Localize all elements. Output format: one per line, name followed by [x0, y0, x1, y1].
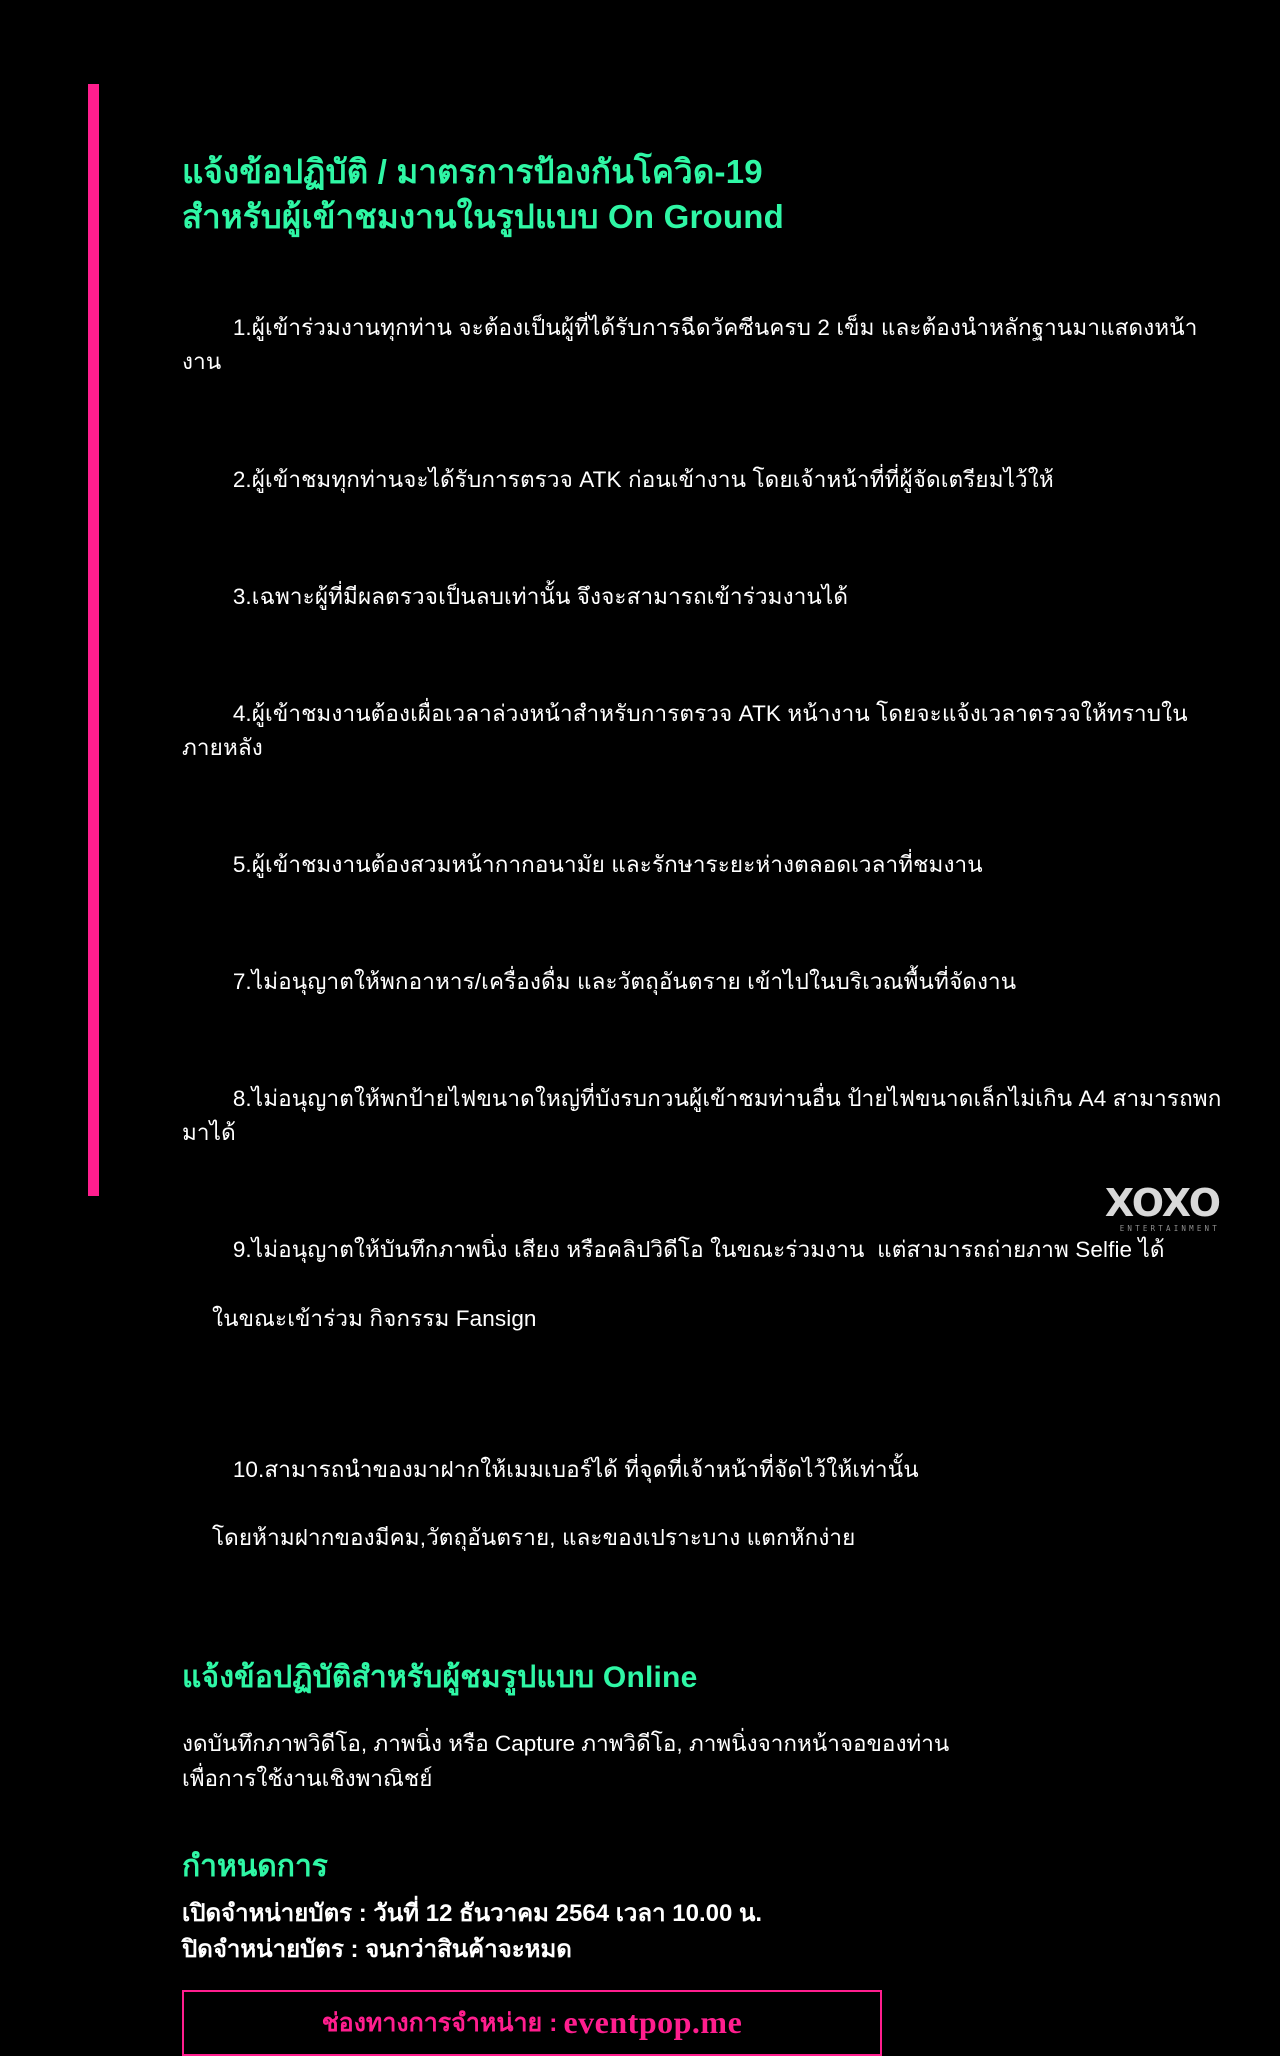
- rule-text: 2.ผู้เข้าชมทุกท่านจะได้รับการตรวจ ATK ก่อนเข้างาน โดยเจ้าหน้าที่ที่ผู้จัดเตรียมไว้ให้: [232, 466, 1054, 492]
- rule-continuation: ในขณะเข้าร่วม กิจกรรม Fansign: [212, 1305, 537, 1331]
- rules-list: [182, 277, 1222, 1624]
- rule-text: 9.ไม่อนุญาตให้บันทึกภาพนิ่ง เสียง หรือคลิปวิดีโอ ในขณะร่วมงาน แต่สามารถถ่ายภาพ Selfie ได้: [232, 1237, 1165, 1263]
- rule-text: 3.เฉพาะผู้ที่มีผลตรวจเป็นลบเท่านั้น จึงจะสามารถเข้าร่วมงานได้: [232, 583, 849, 609]
- list-item: [182, 1199, 1222, 1404]
- schedule-open-line: เปิดจำหน่ายบัตร : วันที่ 12 ธันวาคม 2564 เวลา 10.00 น.: [182, 1899, 763, 1927]
- list-item: [182, 545, 1222, 648]
- rule-text: 4.ผู้เข้าชมงานต้องเผื่อเวลาล่วงหน้าสำหรับการตรวจ ATK หน้างาน โดยจะแจ้งเวลาตรวจให้ทราบในภายหลัง: [182, 700, 1188, 760]
- rule-text: 1.ผู้เข้าร่วมงานทุกท่าน จะต้องเป็นผู้ที่ได้รับการฉีดวัคซีนครบ 2 เข็ม และต้องนำหลักฐานมาแสดงหน้างาน: [182, 315, 1198, 375]
- left-accent-bar: [88, 84, 99, 1196]
- content-column: [182, 150, 1222, 2056]
- rule-text: 10.สามารถนำของมาฝากให้เมมเบอร์ได้ ที่จุดที่เจ้าหน้าที่จัดไว้ให้เท่านั้น: [232, 1456, 919, 1482]
- list-item: [182, 814, 1222, 917]
- list-item: [182, 428, 1222, 531]
- brand-logo: [1104, 1180, 1220, 1233]
- online-section-title: แจ้งข้อปฏิบัติสำหรับผู้ชมรูปแบบ Online: [182, 1660, 698, 1694]
- rule-text: 7.ไม่อนุญาตให้พกอาหาร/เครื่องดื่ม และวัตถุอันตราย เข้าไปในบริเวณพื้นที่จัดงาน: [232, 968, 1017, 994]
- list-item: [182, 931, 1222, 1034]
- schedule-close-line: ปิดจำหน่ายบัตร : จนกว่าสินค้าจะหมด: [182, 1935, 572, 1963]
- ticket-channel-box[interactable]: [182, 1990, 882, 2056]
- rule-text: 5.ผู้เข้าชมงานต้องสวมหน้ากากอนามัย และรักษาระยะห่างตลอดเวลาที่ชมงาน: [232, 851, 983, 877]
- list-item: [182, 1419, 1222, 1624]
- list-item: [182, 662, 1222, 799]
- list-item: [182, 277, 1222, 414]
- logo-subtitle: ENTERTAINMENT: [1119, 1223, 1220, 1233]
- online-note-line2: เพื่อการใช้งานเชิงพาณิชย์: [182, 1765, 433, 1791]
- page-title-line2: สำหรับผู้เข้าชมงานในรูปแบบ On Ground: [182, 197, 784, 235]
- schedule-title: กำหนดการ: [182, 1849, 328, 1883]
- page-title: [182, 150, 1222, 239]
- ticket-channel-label: ช่องทางการจำหน่าย :: [321, 2008, 558, 2037]
- rule-continuation: โดยห้ามฝากของมีคม,วัตถุอันตราย, และของเปราะบาง แตกหักง่าย: [212, 1525, 856, 1551]
- list-item: [182, 1048, 1222, 1185]
- online-section-body: [182, 1727, 1222, 1797]
- rule-text: 8.ไม่อนุญาตให้พกป้ายไฟขนาดใหญ่ที่บังรบกวนผู้เข้าชมท่านอื่น ป้ายไฟขนาดเล็กไม่เกิน A4 สามารถพกมาได้: [182, 1086, 1222, 1146]
- logo-wordmark: XOXO: [1104, 1180, 1220, 1225]
- page-title-line1: แจ้งข้อปฏิบัติ / มาตรการป้องกันโควิด-19: [182, 153, 763, 190]
- online-note-line1: งดบันทึกภาพวิดีโอ, ภาพนิ่ง หรือ Capture ภาพวิดีโอ, ภาพนิ่งจากหน้าจอของท่าน: [182, 1730, 950, 1756]
- ticket-channel-url[interactable]: eventpop.me: [563, 2004, 743, 2041]
